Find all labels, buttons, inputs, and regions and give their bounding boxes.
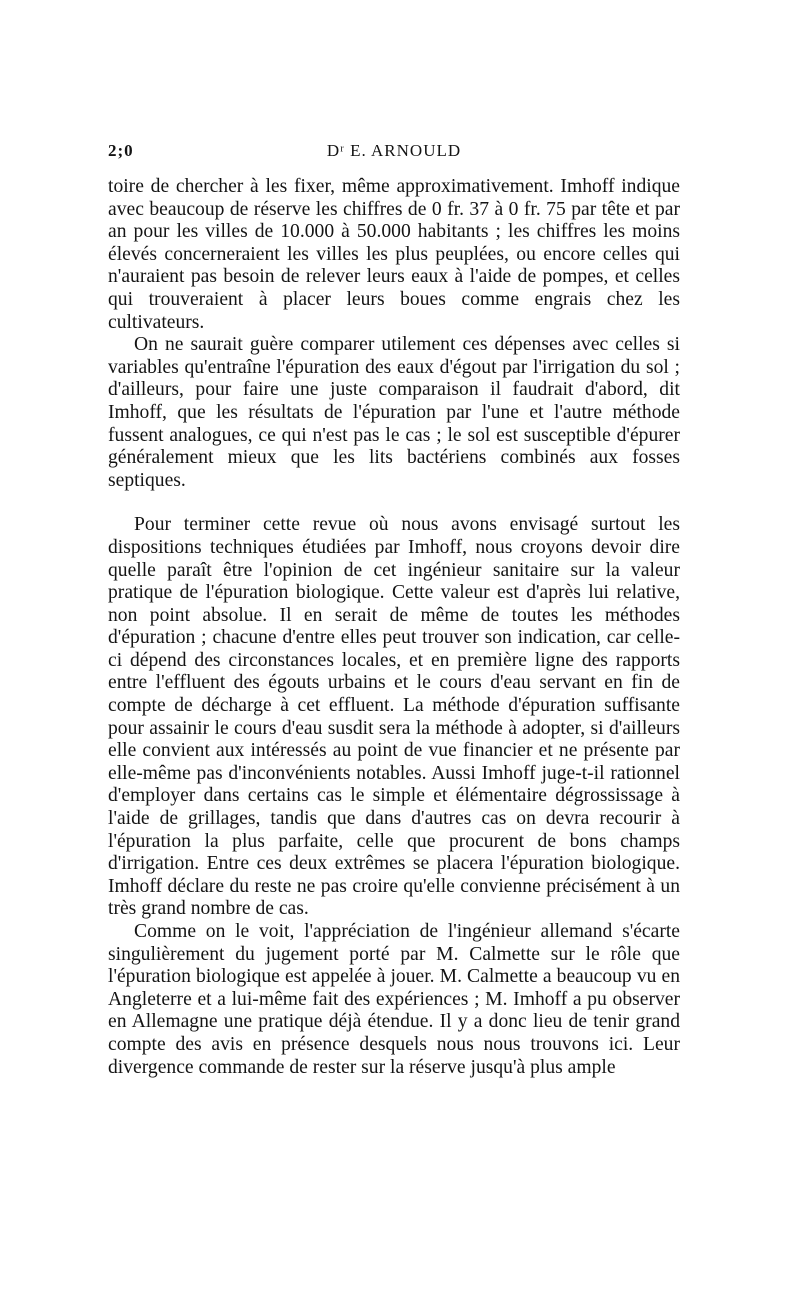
body-text <box>108 176 680 1079</box>
paragraph-conclusion: Pour terminer cette revue où nous avons envisagé surtout les dispositions techniques étudiées par Imhoff, nous croyons devoir dire quelle paraît être l'opinion de cet ingénieur sanitaire sur la valeur pratique de l'épuration biologique. Cette valeur est d'après lui relative, non point absolue. Il en serait de même de toutes les méthodes d'épuration ; chacune d'entre elles peut trouver son indication, car celle-ci dépend des circonstances locales, et en première ligne des rapports entre l'effluent des égouts urbains et le cours d'eau servant en fin de compte de décharge à cet effluent. La méthode d'épuration suffisante pour assainir le cours d'eau susdit sera la méthode à adopter, si d'ailleurs elle convient aux intéressés au point de vue financier et ne présente par elle-même pas d'inconvénients notables. Aussi Imhoff juge-t-il rationnel d'employer dans certains cas le simple et élémentaire dégrossissage à l'aide de grillages, tandis que dans d'autres cas on devra recourir à l'épuration la plus parfaite, celle que procurent de bons champs d'irrigation. Entre ces deux extrêmes se placera l'épuration biologique. Imhoff déclare du reste ne pas croire qu'elle convienne précisément à un très grand nombre de cas. <box>108 514 680 920</box>
running-head: Dʳ E. ARNOULD <box>326 141 462 160</box>
paragraph-calmette: Comme on le voit, l'appréciation de l'ingénieur allemand s'écarte singulièrement du jugement porté par M. Calmette sur le rôle que l'épuration biologique est appelée à jouer. M. Calmette a beaucoup vu en Angleterre et a lui-même fait des expériences ; M. Imhoff a pu observer en Allemagne une pratique déjà étendue. Il y a donc lieu de tenir grand compte des avis en présence desquels nous nous trouvons ici. Leur divergence commande de rester sur la réserve jusqu'à plus ample <box>108 921 680 1078</box>
page-header <box>108 141 680 167</box>
paragraph-continuation: toire de chercher à les fixer, même approximativement. Imhoff indique avec beaucoup de réserve les chiffres de 0 fr. 37 à 0 fr. 75 par tête et par an pour les villes de 10.000 à 50.000 habitants ; les chiffres les moins élevés concerneraient les villes les plus peuplées, ou encore celles qui n'auraient pas besoin de relever leurs eaux à l'aide de pompes, et celles qui trouveraient à placer leurs boues comme engrais chez les cultivateurs. <box>108 176 680 333</box>
paragraph-comparison: On ne saurait guère comparer utilement ces dépenses avec celles si variables qu'entraîne l'épuration des eaux d'égout par l'irrigation du sol ; d'ailleurs, pour faire une juste comparaison il faudrait d'abord, dit Imhoff, que les résultats de l'épuration par l'une et l'autre méthode fussent analogues, ce qui n'est pas le cas ; le sol est susceptible d'épurer généralement mieux que les lits bactériens combinés aux fosses septiques. <box>108 334 680 491</box>
page-number: 2;0 <box>108 141 134 160</box>
